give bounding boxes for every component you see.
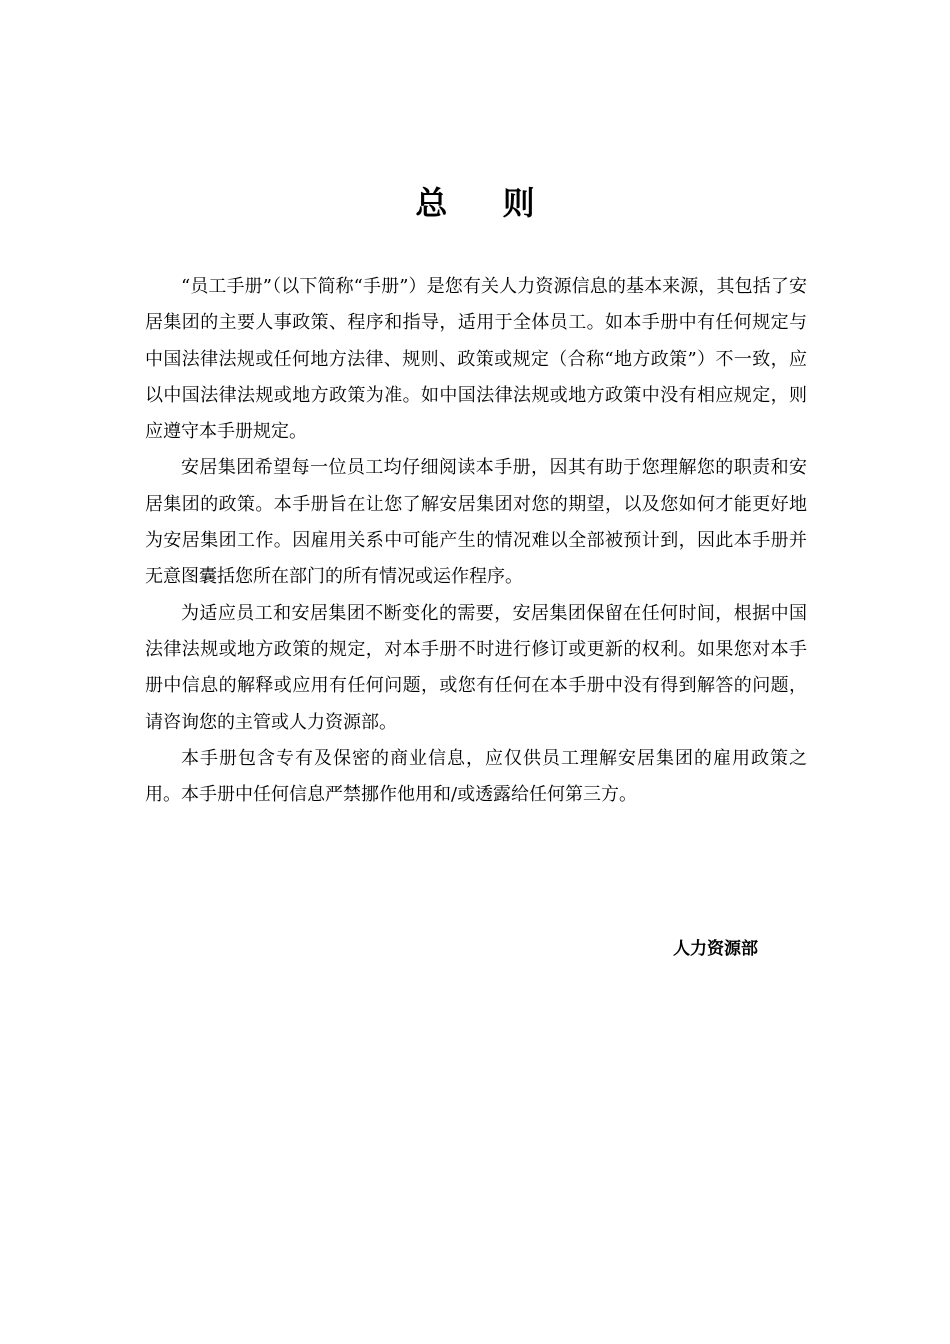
document-body [145, 269, 807, 813]
signature-department: 人力资源部 [673, 939, 758, 959]
paragraph-4: 本手册包含专有及保密的商业信息，应仅供员工理解安居集团的雇用政策之用。本手册中任何信息严禁挪作他用和/或透露给任何第三方。 [145, 747, 807, 806]
paragraph-1: “员工手册”（以下简称“手册”）是您有关人力资源信息的基本来源，其包括了安居集团的主要人事政策、程序和指导，适用于全体员工。如本手册中有任何规定与中国法律法规或任何地方法律、规则、政策或规定（合称“地方政策”）不一致，应以中国法律法规或地方政策为准。如中国法律法规或地方政策中没有相应规定，则应遵守本手册规定。 [145, 276, 807, 443]
page-title: 总 则 [415, 184, 557, 222]
paragraph-2: 安居集团希望每一位员工均仔细阅读本手册，因其有助于您理解您的职责和安居集团的政策。本手册旨在让您了解安居集团对您的期望，以及您如何才能更好地为安居集团工作。因雇用关系中可能产生的情况难以全部被预计到，因此本手册并无意图囊括您所在部门的所有情况或运作程序。 [145, 457, 807, 588]
paragraph-3: 为适应员工和安居集团不断变化的需要，安居集团保留在任何时间，根据中国法律法规或地方政策的规定，对本手册不时进行修订或更新的权利。如果您对本手册中信息的解释或应用有任何问题，或您有任何在本手册中没有得到解答的问题，请咨询您的主管或人力资源部。 [145, 602, 807, 733]
